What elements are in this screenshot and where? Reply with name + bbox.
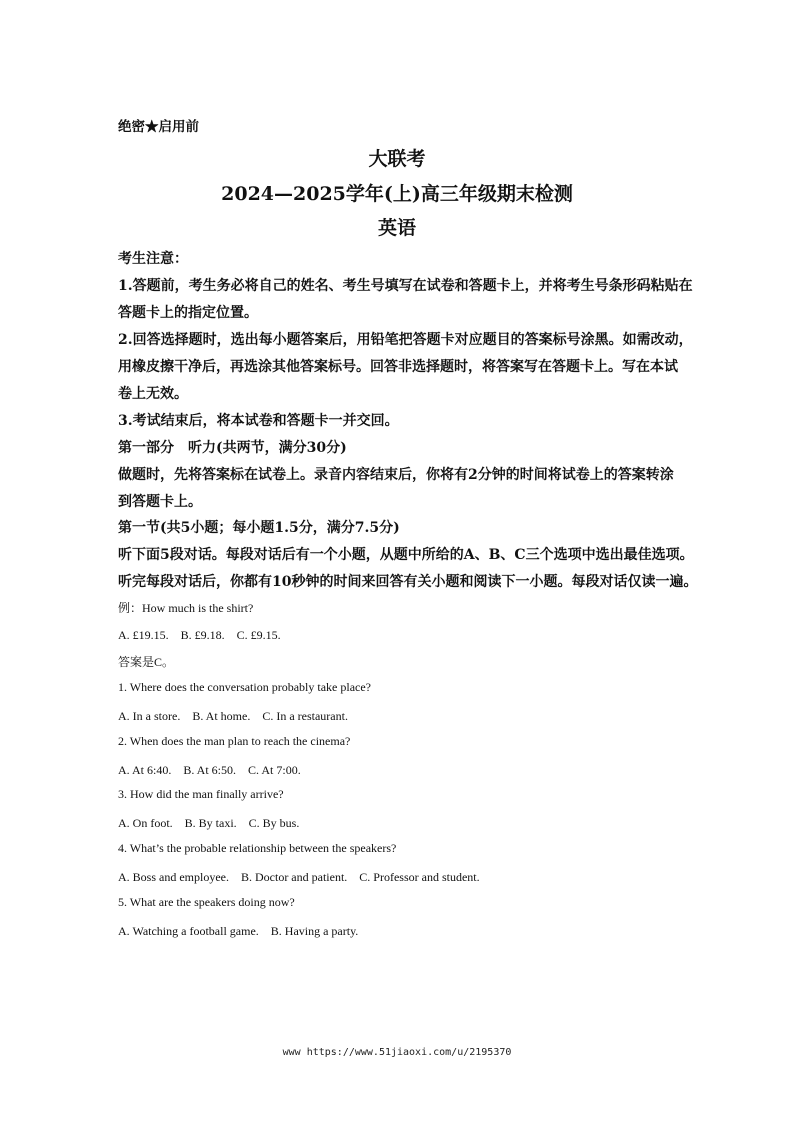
question-text: 1. Where does the conversation probably take place?: [118, 680, 372, 694]
exam-name: 大联考: [368, 148, 426, 170]
exam-title: 2024—2025学年(上)高三年级期末检测: [221, 183, 573, 205]
notice-heading: 考生注意：: [118, 251, 188, 267]
notice-line: 3.考试结束后，将本试卷和答题卡一并交回。: [118, 413, 399, 429]
part-instruction: 做题时，先将答案标在试卷上。录音内容结束后，你将有2分钟的时间将试卷上的答案转涂: [118, 467, 674, 483]
section-instruction: 听下面5段对话。每段对话后有一个小题，从题中所给的A、B、C三个选项中选出最佳选项。: [118, 547, 694, 563]
part-heading: 第一部分 听力(共两节，满分30分): [118, 440, 347, 456]
notice-line: 1.答题前，考生务必将自己的姓名、考生号填写在试卷和答题卡上，并将考生号条形码粘贴在: [118, 278, 693, 294]
section-heading: 第一节(共5小题；每小题1.5分，满分7.5分): [118, 520, 400, 536]
question-text: 2. When does the man plan to reach the cinema?: [118, 734, 351, 748]
notice-line: 卷上无效。: [118, 386, 188, 402]
question-options: A. At 6:40. B. At 6:50. C. At 7:00.: [118, 763, 301, 777]
question-options: A. Boss and employee. B. Doctor and patient. C. Professor and student.: [118, 870, 480, 884]
example-answer: 答案是C。: [118, 655, 175, 669]
section-instruction: 听完每段对话后，你都有10秒钟的时间来回答有关小题和阅读下一小题。每段对话仅读一遍。: [118, 574, 698, 590]
question-text: 4. What’s the probable relationship between the speakers?: [118, 841, 397, 855]
notice-line: 答题卡上的指定位置。: [118, 305, 258, 321]
example-options: A. £19.15. B. £9.18. C. £9.15.: [118, 628, 281, 642]
part-instruction: 到答题卡上。: [118, 494, 202, 510]
confidential-label: 绝密★启用前: [118, 119, 199, 135]
subject-title: 英语: [377, 217, 416, 239]
question-options: A. Watching a football game. B. Having a party.: [118, 924, 359, 938]
question-text: 5. What are the speakers doing now?: [118, 895, 295, 909]
notice-line: 用橡皮擦干净后，再选涂其他答案标号。回答非选择题时，将答案写在答题卡上。写在本试: [118, 359, 678, 375]
notice-line: 2.回答选择题时，选出每小题答案后，用铅笔把答题卡对应题目的答案标号涂黑。如需改动，: [118, 332, 693, 348]
question-options: A. In a store. B. At home. C. In a restaurant.: [118, 709, 348, 723]
footer-url: www https://www.51jiaoxi.com/u/2195370: [282, 1047, 512, 1058]
question-options: A. On foot. B. By taxi. C. By bus.: [118, 816, 300, 830]
example-question: 例：How much is the shirt?: [118, 601, 254, 615]
question-text: 3. How did the man finally arrive?: [118, 787, 284, 801]
